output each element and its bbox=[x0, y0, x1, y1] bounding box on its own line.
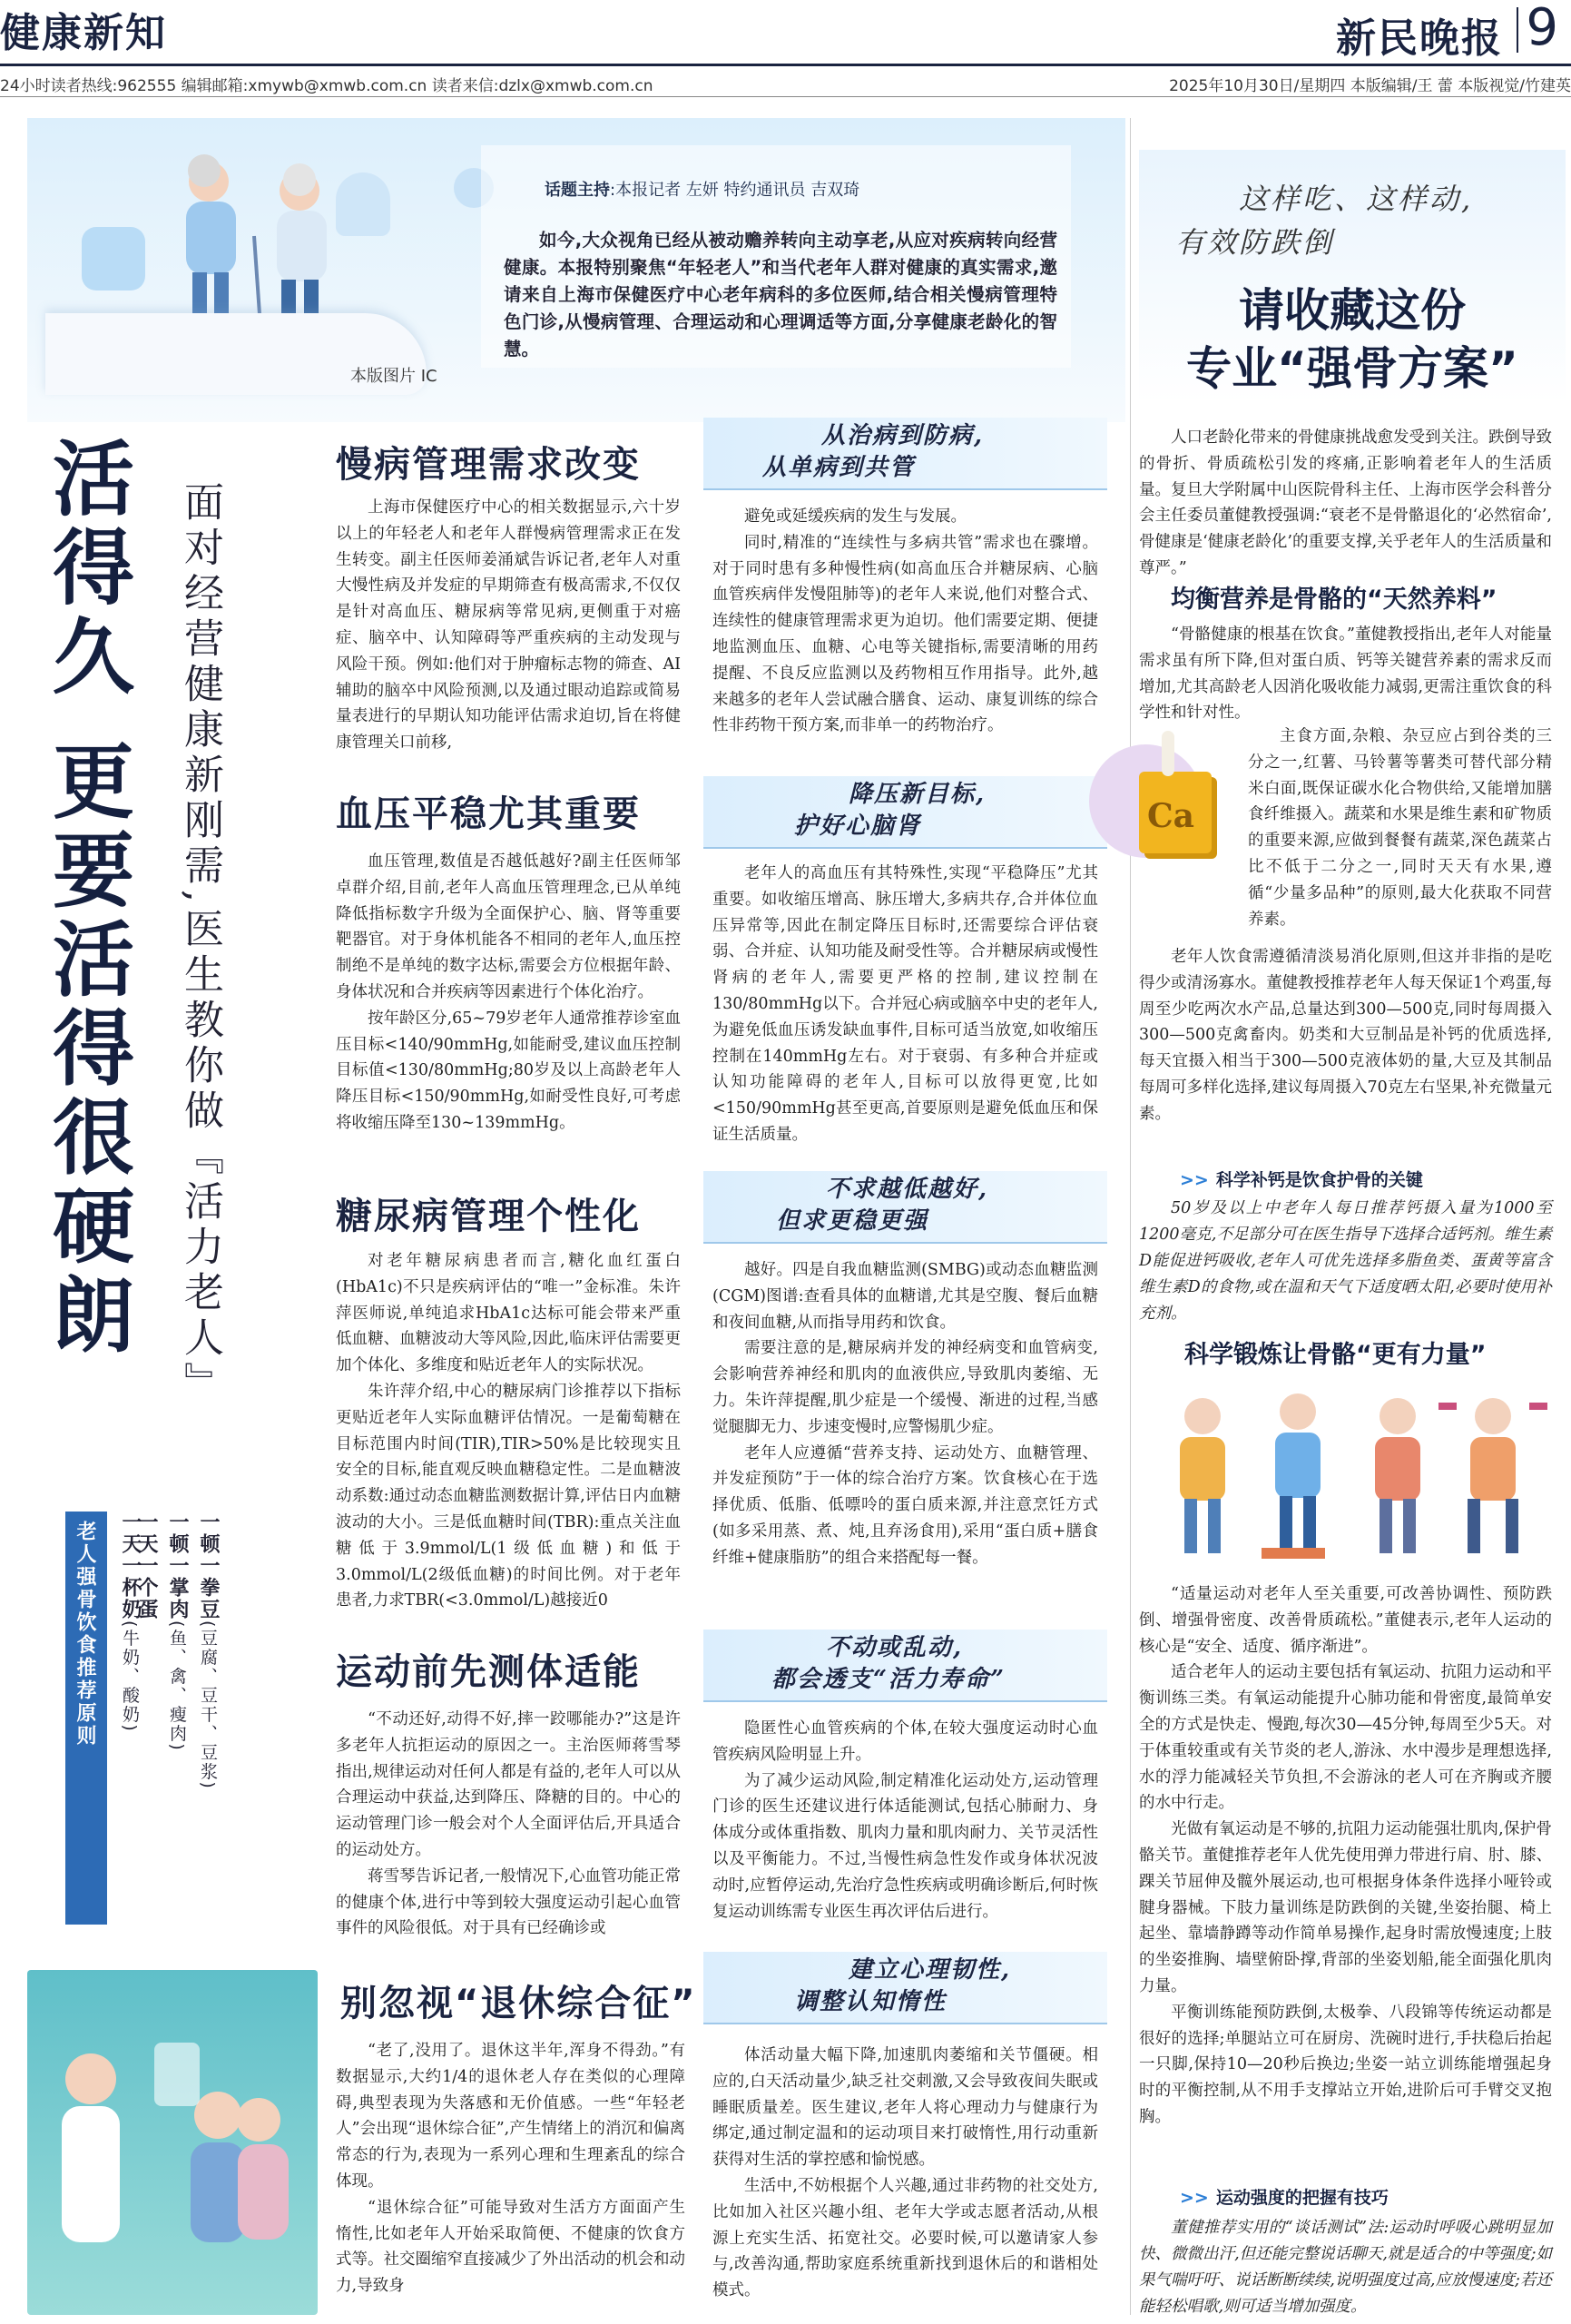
article-body: 隐匿性心血管疾病的个体,在较大强度运动时心血管疾病风险明显上升。 为了减少运动风险,制定精准化运动处方,运动管理门诊的医生还建议进行体适能测试,包括心肺耐力、身体成分或体重指数、肌肉力量和肌肉耐力、关节灵活性以及平衡能力。不过,当慢性病急性发作或身体状况波动时,应暂停运动,先治疗急性疾病或明确诊断后,何时恢复运动训练需专业医生再次评估后进行。 bbox=[712, 1719, 1098, 1921]
right-kicker: 这样吃、这样动, 有效防跌倒 bbox=[1175, 182, 1474, 260]
section-title: 健康新知 bbox=[0, 10, 167, 56]
intro-text: 如今,大众视角已经从被动赡养转向主动享老,从应对疾病转向经营健康。本报特别聚焦“年轻老人”和当代老年人群对健康的真实需求,邀请来自上海市保健医疗中心老年病科的多位医师,结合相关慢病管理特色门诊,从慢病管理、合理运动和心理调适等方面,分享健康老龄化的智慧。 bbox=[504, 230, 1057, 359]
section-heading: 别忽视“退休综合征” bbox=[340, 1983, 697, 2024]
sub-headline: 面对经营健康新刚需,医生教你做『活力老人』 bbox=[177, 481, 223, 1407]
exercise-illustration bbox=[1139, 1375, 1552, 1571]
host-label: 话题主持 bbox=[545, 181, 610, 200]
section-heading: 均衡营养是骨骼的“天然养料” bbox=[1171, 586, 1497, 614]
hotline-info: 24小时读者热线:962555 编辑邮箱:xmywb@xmwb.com.cn 读者来信:dzlx@xmwb.com.cn bbox=[0, 77, 653, 95]
calcium-illustration bbox=[1089, 726, 1243, 862]
masthead-separator bbox=[1517, 7, 1518, 53]
main-headline: 活得久 更要活得很硬朗 bbox=[38, 436, 133, 1362]
page-number: 9 bbox=[1526, 0, 1558, 57]
article-body: 越好。四是自我血糖监测(SMBG)或动态血糖监测(CGM)图谱:查看具体的血糖谱,尤其是空腹、餐后血糖和夜间血糖,从而指导用药和饮食。 需要注意的是,糖尿病并发的神经病变和血管病变,会影响营养神经和肌肉的血液供应,导致肌肉萎缩、无力。朱许萍提醒,肌少症是一个缓慢、渐进的过程,当感觉腿脚无力、步速变慢时,应警惕肌少症。 老年人应遵循“营养支持、运动处方、血糖管理、并发症预防”于一体的综合治疗方案。饮食核心在于选择优质、低脂、低嘌呤的蛋白质来源,并注意烹饪方式(如多采用蒸、煮、炖,且弃汤食用),采用“蛋白质+膳食纤维+健康脂肪”的组合来搭配每一餐。 bbox=[712, 1261, 1098, 1567]
subheading: 调整认知惰性 bbox=[794, 1988, 948, 2015]
section-heading: 慢病管理需求改变 bbox=[336, 444, 641, 486]
right-title: 请收藏这份 专业“强骨方案” bbox=[1186, 284, 1518, 395]
article-body: 血压管理,数值是否越低越好?副主任医师邹卓群介绍,目前,老年人高血压管理理念,已从单纯降低指标数字升级为全面保护心、脑、肾等重要靶器官。对于身体机能各不相同的老年人,血压控制绝不是单纯的数字达标,需要会方位根据年龄、身体状况和合并疾病等因素进行个体化治疗。 按年龄区分,65~79岁老年人通常推荐诊室血压目标<140/90mmHg,如能耐受,建议血压控制目标值<130/80mmHg;80岁及以上高龄老年人降压目标<150/90mmHg,如耐受性良好,可考虑将收缩压降至130~139mmHg。 bbox=[336, 852, 681, 1132]
subheading: 都会透支“活力寿命” bbox=[771, 1666, 1006, 1693]
photo-credit: 本版图片 IC bbox=[350, 367, 437, 386]
section-heading: 血压平稳尤其重要 bbox=[336, 793, 641, 835]
double-chevron-icon: >> bbox=[1180, 2188, 1209, 2208]
subheading: 不动或乱动, bbox=[826, 1634, 964, 1661]
article-body: “老了,没用了。退休这半年,浑身不得劲。”有数据显示,大约1/4的退休老人存在类似的心理障碍,典型表现为失落感和无价值感。一些“年轻老人”会出现“退休综合征”,产生情绪上的消沉和偏离常态的行为,表现为一系列心理和生理紊乱的综合体现。 “退休综合征”可能导致对生活方方面面产生惰性,比如老年人开始采取简便、不健康的饮食方式等。社交圈缩窄直接减少了外出活动的机会和动力,导致身 bbox=[336, 2042, 685, 2296]
article-body: 老年人的高血压有其特殊性,实现“平稳降压”尤其重要。如收缩压增高、脉压增大,多病共存,合并体位血压异常等,因此在制定降压目标时,还需要综合评估衰弱、合并症、认知功能及耐受性等。合并糖尿病或慢性肾病的老年人,需要更严格的控制,建议控制在130/80mmHg以下。合并冠心病或脑卒中史的老年人,为避免低血压诱发缺血事件,目标可适当放宽,如收缩压控制在140mmHg左右。对于衰弱、有多种合并症或认知功能障碍的老年人,目标可以放得更宽,比如<150/90mmHg甚至更高,首要原则是避免低血压和保证生活质量。 bbox=[712, 864, 1098, 1144]
tip-body: 50岁及以上中老年人每日推荐钙摄入量为1000至1200毫克,不足部分可在医生指导下选择合适钙剂。维生素D能促进钙吸收,老年人可优先选择多脂鱼类、蛋黄等富含维生素D的食物,或在温和天气下适度晒太阳,必要时使用补充剂。 bbox=[1139, 1199, 1552, 1323]
double-chevron-icon: >> bbox=[1180, 1170, 1209, 1190]
subheading: 护好心脑肾 bbox=[794, 812, 922, 840]
article-body: 上海市保健医疗中心的相关数据显示,六十岁以上的年轻老人和老年人群慢病管理需求正在发生转变。副主任医师姜涌斌告诉记者,老年人对重大慢性病及并发症的早期筛查有极高需求,不仅仅是针对高血压、糖尿病等常见病,更侧重于对癌症、脑卒中、认知障碍等严重疾病的主动发现与风险干预。例如:他们对于肿瘤标志物的筛查、AI辅助的脑卒中风险预测,以及通过眼动追踪或简易量表进行的早期认知功能评估需求迫切,旨在将健康管理关口前移, bbox=[336, 498, 681, 753]
article-body: 人口老龄化带来的骨健康挑战愈发受到关注。跌倒导致的骨折、骨质疏松引发的疼痛,正影响着老年人的生活质量。复旦大学附属中山医院骨科主任、上海市医学会科普分会主任委员董健教授强调:“衰老不是骨骼退化的‘必然宿命’,骨健康是‘健康老龄化’的重要支撑,关乎老年人的生活质量和尊严。” bbox=[1139, 428, 1552, 577]
masthead-rule bbox=[0, 64, 1571, 66]
host-names: :本报记者 左妍 特约通讯员 吉双琦 bbox=[610, 181, 860, 200]
article-body: “不动还好,动得不好,摔一跤哪能办?”这是许多老年人抗拒运动的原因之一。主治医师蒋雪琴指出,规律运动对任何人都是有益的,老年人可以从合理运动中获益,达到降压、降糖的目的。中心的运动管理门诊一般会对个人全面评估后,开具适合的运动处方。 蒋雪琴告诉记者,一般情况下,心血管功能正常的健康个体,进行中等到较大强度运动引起心血管事件的风险很低。对于具有已经确诊或 bbox=[336, 1710, 681, 1938]
article-body: “骨骼健康的根基在饮食。”董健教授指出,老年人对能量需求虽有所下降,但对蛋白质、钙等关键营养素的需求反而增加,尤其高龄老人因消化吸收能力减弱,更需注重饮食的科学性和针对性。 bbox=[1139, 625, 1552, 723]
section-heading: 糖尿病管理个性化 bbox=[336, 1196, 641, 1237]
subheading: 但求更稳更强 bbox=[776, 1207, 929, 1235]
diet-item: 一天一杯奶(牛奶、酸奶) bbox=[119, 1512, 142, 1733]
article-body: 老年人饮食需遵循清淡易消化原则,但这并非指的是吃得少或清汤寡水。董健教授推荐老年人每天保证1个鸡蛋,每周至少吃两次水产品,总量达到300—500克,同时每周摄入300—500克禽畜肉。奶类和大豆制品是补钙的优质选择,每天宜摄入相当于300—500克液体奶的量,大豆及其制品每周可多样化选择,建议每周摄入70克左右坚果,补充微量元素。 bbox=[1139, 948, 1552, 1123]
section-heading: 科学锻炼让骨骼“更有力量” bbox=[1184, 1341, 1487, 1369]
topic-host bbox=[545, 177, 859, 201]
masthead-subrule bbox=[0, 96, 1571, 97]
dateline: 2025年10月30日/星期四 本版编辑/王 蕾 本版视觉/竹建英 bbox=[1169, 77, 1571, 95]
column-divider bbox=[1130, 118, 1131, 2315]
diet-item: 一天一个蛋 bbox=[135, 1512, 158, 1620]
article-body: 主食方面,杂粮、杂豆应占到谷类的三分之一,红薯、马铃薯等薯类可替代部分精米白面,既保证碳水化合物供给,又能增加膳食纤维摄入。蔬菜和水果是维生素和矿物质的重要来源,应做到餐餐有蔬菜,深色蔬菜占比不低于二分之一,同时天天有水果,遵循“少量多品种”的原则,最大化获取不同营养素。 bbox=[1248, 727, 1552, 929]
article-body: 对老年糖尿病患者而言,糖化血红蛋白(HbA1c)不只是疾病评估的“唯一”金标准。朱许萍医师说,单纯追求HbA1c达标可能会带来严重低血糖、血糖波动大等风险,因此,临床评估需要更加个体化、多维度和贴近老年人的实际状况。 朱许萍介绍,中心的糖尿病门诊推荐以下指标更贴近老年人实际血糖评估情况。一是葡萄糖在目标范围内时间(TIR),TIR>50%是比较现实且安全的目标,能直观反映血糖稳定性。二是血糖波动系数:通过动态血糖监测数据计算,评估日内血糖波动的大小。三是低血糖时间(TBR):重点关注血糖低于3.9mmol/L(1级低血糖)和低于3.0mmol/L(2级低血糖)的时间比例。对于老年患者,力求TBR(<3.0mmol/L)越接近0 bbox=[336, 1252, 681, 1610]
diet-item: 一顿一掌肉(鱼、禽、瘦肉) bbox=[166, 1512, 189, 1752]
subheading: 不求越低越好, bbox=[826, 1176, 989, 1203]
calcium-symbol: Ca bbox=[1147, 797, 1194, 835]
article-body: “适量运动对老年人至关重要,可改善协调性、预防跌倒、增强骨密度、改善骨质疏松。”董健表示,老年人运动的核心是“安全、适度、循序渐进”。 适合老年人的运动主要包括有氧运动、抗阻力运动和平衡训练三类。有氧运动能提升心肺功能和骨密度,最简单安全的方式是快走、慢跑,每次30—45分钟,每周至少5天。对于体重较重或有关节炎的老人,游泳、水中漫步是理想选择,水的浮力能减轻关节负担,不会游泳的老人可在齐胸或齐腰的水中行走。 光做有氧运动是不够的,抗阻力运动能强壮肌肉,保护骨骼关节。董健推荐老年人优先使用弹力带进行肩、肘、膝、踝关节屈伸及髋外展运动,也可根据身体条件选择小哑铃或腱身器械。下肢力量训练是防跌倒的关键,坐姿抬腿、椅上起坐、靠墙静蹲等动作简单易操作,起身时需放慢速度;上肢的坐姿推胸、墙壁俯卧撑,背部的坐姿划船,能全面强化肌肉力量。 平衡训练能预防跌倒,太极拳、八段锦等传统运动都是很好的选择;单腿站立可在厨房、洗碗时进行,手扶稳后抬起一只脚,保持10—20秒后换边;坐姿一站立训练能增强起身时的平衡控制,从不用手支撑站立开始,进阶后可手臂交叉抱胸。 bbox=[1139, 1585, 1552, 2126]
newspaper-logo: 新民晚报 bbox=[1336, 15, 1503, 62]
subheading: 从治病到防病, bbox=[821, 422, 985, 449]
subheading: 降压新目标, bbox=[849, 781, 987, 808]
article-body: 体活动量大幅下降,加速肌肉萎缩和关节僵硬。相应的,白天活动量少,缺乏社交刺激,又会导致夜间失眠或睡眠质量差。医生建议,老年人将心理动力与健康行为绑定,通过制定温和的运动项目来打破惰性,用行动重新获得对生活的掌控感和愉悦感。 生活中,不妨根据个人兴趣,通过非药物的社交处方,比如加入社区兴趣小组、老年大学或志愿者活动,从根源上充实生活、拓宽社交。必要时候,可以邀请家人参与,改善沟通,帮助家庭系统重新找到退休后的和谐相处模式。 bbox=[712, 2046, 1098, 2300]
tip-body: 董健推荐实用的“谈话测试”法:运动时呼吸心跳明显加快、微微出汗,但还能完整说话聊天,就是适合的中等强度;如果气喘吁吁、说话断断续续,说明强度过高,应放慢速度;若还能轻松唱歌,则可适当增加强度。 bbox=[1139, 2219, 1552, 2316]
article-body: 避免或延缓疾病的发生与发展。 同时,精准的“连续性与多病共管”需求也在骤增。对于同时患有多种慢性病(如高血压合并糖尿病、心脑血管疾病伴发慢阻肺等)的老年人来说,他们对整合式、连续性的健康管理需求更为迫切。他们需要定期、便捷地监测血压、血糖、心电等关键指标,需要清晰的用药提醒、不良反应监测以及药物相互作用指导。此外,越来越多的老年人尝试融合膳食、运动、康复训练的综合性非药物干预方案,而非单一的药物治疗。 bbox=[712, 507, 1098, 735]
diet-title: 老人强骨饮食推荐原则 bbox=[74, 1521, 96, 1748]
section-heading: 运动前先测体适能 bbox=[336, 1651, 641, 1693]
subheading: 从单病到共管 bbox=[762, 454, 916, 481]
diet-item: 一顿一拳豆(豆腐、豆干、豆浆) bbox=[197, 1512, 220, 1790]
tip-heading: >> 运动强度的把握有技巧 bbox=[1180, 2188, 1389, 2208]
heart-icon bbox=[82, 227, 145, 290]
doctor-illustration bbox=[27, 1970, 318, 2315]
subheading: 建立心理韧性, bbox=[849, 1956, 1012, 1984]
tip-heading: >> 科学补钙是饮食护骨的关键 bbox=[1180, 1170, 1423, 1190]
